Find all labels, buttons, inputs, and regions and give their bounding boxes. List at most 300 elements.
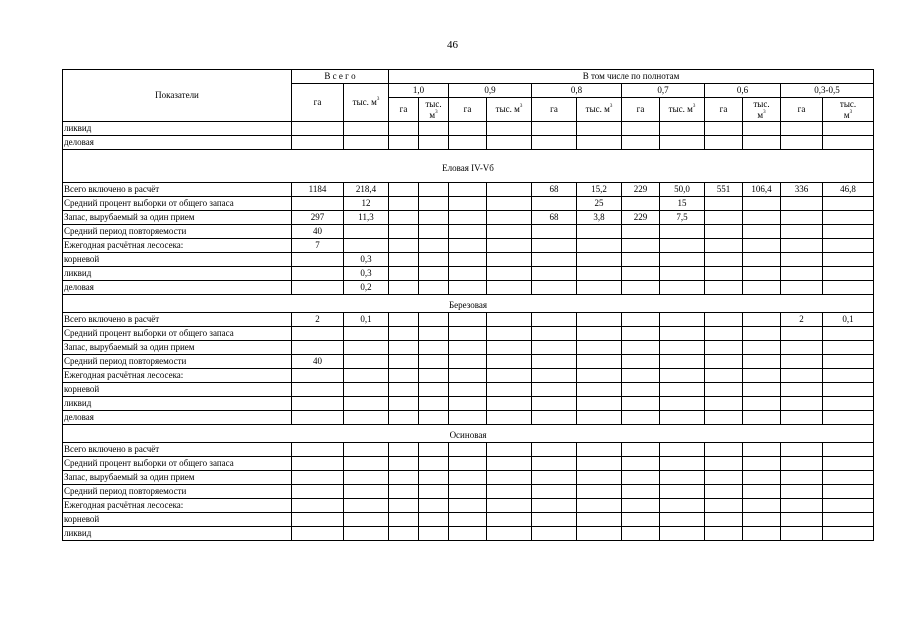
table-cell: [292, 527, 344, 541]
row-label: Средний период повторяемости: [63, 225, 292, 239]
row-label: деловая: [63, 411, 292, 425]
table-cell: [781, 239, 823, 253]
table-cell: [419, 341, 449, 355]
table-cell: [487, 211, 532, 225]
table-cell: [344, 457, 389, 471]
table-cell: [389, 527, 419, 541]
table-cell: [292, 281, 344, 295]
row-label: корневой: [63, 253, 292, 267]
table-cell: [705, 499, 743, 513]
table-cell: [449, 369, 487, 383]
table-cell: [419, 499, 449, 513]
table-cell: [487, 471, 532, 485]
row-label: деловая: [63, 136, 292, 150]
row-label: деловая: [63, 281, 292, 295]
sub-volume: тыс. $м^3$: [823, 98, 874, 122]
table-cell: [622, 239, 660, 253]
table-cell: [660, 527, 705, 541]
table-cell: [577, 239, 622, 253]
table-cell: 551: [705, 183, 743, 197]
table-cell: [292, 383, 344, 397]
table-cell: 25: [577, 197, 622, 211]
table-row: [63, 197, 874, 211]
table-cell: [449, 383, 487, 397]
table-cell: [781, 397, 823, 411]
table-cell: [622, 513, 660, 527]
table-cell: [781, 122, 823, 136]
row-label: Средний период повторяемости: [63, 485, 292, 499]
table-cell: [705, 136, 743, 150]
table-cell: [344, 485, 389, 499]
table-cell: [743, 225, 781, 239]
table-cell: [577, 253, 622, 267]
header-density-3: 0,8: [532, 84, 622, 98]
header-total-ha: га: [292, 84, 344, 122]
table-cell: [344, 225, 389, 239]
table-cell: [660, 267, 705, 281]
table-cell: [577, 499, 622, 513]
table-cell: [419, 253, 449, 267]
table-cell: [449, 327, 487, 341]
table-cell: [419, 369, 449, 383]
table-cell: [389, 383, 419, 397]
table-cell: [577, 136, 622, 150]
table-cell: [705, 197, 743, 211]
section-row: [63, 425, 874, 443]
table-cell: [449, 411, 487, 425]
table-cell: [622, 499, 660, 513]
table-cell: [487, 225, 532, 239]
header-total-volume: тыс. $м^3$: [344, 84, 389, 122]
table-cell: [823, 411, 874, 425]
table-cell: [781, 355, 823, 369]
table-cell: 336: [781, 183, 823, 197]
table-cell: [781, 267, 823, 281]
table-cell: [419, 197, 449, 211]
table-cell: [487, 485, 532, 499]
table-cell: [660, 136, 705, 150]
table-cell: [660, 225, 705, 239]
row-label: ликвид: [63, 527, 292, 541]
table-cell: [389, 281, 419, 295]
table-row: [63, 485, 874, 499]
header-row-1: [63, 70, 874, 84]
table-cell: [419, 211, 449, 225]
table-cell: [743, 281, 781, 295]
table-cell: [823, 369, 874, 383]
table-cell: [743, 499, 781, 513]
table-cell: [344, 411, 389, 425]
row-label: Всего включено в расчёт: [63, 443, 292, 457]
table-cell: [344, 369, 389, 383]
table-row: [63, 281, 874, 295]
header-by-density: В том числе по полнотам: [389, 70, 874, 84]
table-cell: [292, 267, 344, 281]
table-cell: [781, 499, 823, 513]
table-cell: [660, 239, 705, 253]
table-cell: [487, 499, 532, 513]
table-cell: [532, 513, 577, 527]
row-label: ликвид: [63, 122, 292, 136]
table-cell: [419, 327, 449, 341]
table-cell: [743, 313, 781, 327]
table-cell: [781, 513, 823, 527]
header-density-6: 0,3-0,5: [781, 84, 874, 98]
table-cell: [823, 341, 874, 355]
sub-ha: га: [532, 98, 577, 122]
table-cell: [577, 341, 622, 355]
table-cell: [781, 471, 823, 485]
table-cell: [419, 457, 449, 471]
table-cell: [449, 281, 487, 295]
table-cell: [419, 183, 449, 197]
table-cell: [823, 471, 874, 485]
table-cell: [705, 211, 743, 225]
table-cell: [823, 397, 874, 411]
table-cell: [419, 239, 449, 253]
table-cell: [532, 197, 577, 211]
table-cell: [823, 253, 874, 267]
table-cell: [344, 513, 389, 527]
table-cell: [622, 443, 660, 457]
table-cell: [487, 527, 532, 541]
table-cell: [705, 383, 743, 397]
table-cell: [389, 122, 419, 136]
table-cell: [487, 513, 532, 527]
table-cell: 40: [292, 225, 344, 239]
table-cell: [660, 383, 705, 397]
table-cell: [781, 281, 823, 295]
table-cell: [577, 513, 622, 527]
table-cell: [389, 211, 419, 225]
table-cell: [344, 341, 389, 355]
table-cell: [449, 197, 487, 211]
table-row: [63, 513, 874, 527]
table-cell: [389, 327, 419, 341]
table-cell: 106,4: [743, 183, 781, 197]
table-cell: [449, 397, 487, 411]
table-cell: [449, 122, 487, 136]
table-cell: [743, 136, 781, 150]
table-cell: [577, 267, 622, 281]
table-cell: [419, 281, 449, 295]
table-cell: [532, 313, 577, 327]
table-cell: [743, 369, 781, 383]
sub-volume: тыс. $м^3$: [419, 98, 449, 122]
table-cell: [532, 122, 577, 136]
table-cell: [743, 383, 781, 397]
row-label: Всего включено в расчёт: [63, 313, 292, 327]
table-cell: [781, 443, 823, 457]
sub-ha: га: [449, 98, 487, 122]
table-cell: [705, 122, 743, 136]
table-cell: [743, 397, 781, 411]
table-cell: [622, 471, 660, 485]
table-cell: [660, 341, 705, 355]
table-cell: [449, 267, 487, 281]
row-label: Средний процент выборки от общего запаса: [63, 197, 292, 211]
table-cell: [487, 313, 532, 327]
table-row: [63, 471, 874, 485]
table-cell: [532, 485, 577, 499]
table-cell: [823, 211, 874, 225]
table-cell: 3,8: [577, 211, 622, 225]
table-cell: [449, 211, 487, 225]
table-cell: [389, 513, 419, 527]
table-cell: [577, 327, 622, 341]
table-cell: [532, 253, 577, 267]
table-cell: [449, 183, 487, 197]
section-row: [63, 150, 874, 183]
table-cell: [622, 136, 660, 150]
table-cell: [449, 443, 487, 457]
table-cell: [622, 341, 660, 355]
table-cell: 1184: [292, 183, 344, 197]
table-cell: [577, 485, 622, 499]
table-cell: [781, 411, 823, 425]
row-label: ликвид: [63, 397, 292, 411]
table-cell: [660, 281, 705, 295]
sub-ha: га: [389, 98, 419, 122]
table-cell: [292, 443, 344, 457]
table-cell: [705, 327, 743, 341]
row-label: корневой: [63, 383, 292, 397]
table-cell: [660, 313, 705, 327]
table-cell: [419, 411, 449, 425]
table-cell: [292, 253, 344, 267]
table-cell: [823, 197, 874, 211]
table-cell: [823, 383, 874, 397]
table-cell: [389, 355, 419, 369]
table-row: [63, 355, 874, 369]
table-cell: [449, 239, 487, 253]
table-cell: [292, 197, 344, 211]
table-cell: [660, 327, 705, 341]
table-cell: [389, 397, 419, 411]
row-label: Средний процент выборки от общего запаса: [63, 327, 292, 341]
table-row: [63, 239, 874, 253]
table-row: [63, 341, 874, 355]
table-cell: [487, 281, 532, 295]
table-cell: 68: [532, 183, 577, 197]
table-cell: [389, 197, 419, 211]
table-cell: [532, 267, 577, 281]
header-density-5: 0,6: [705, 84, 781, 98]
table-cell: [823, 499, 874, 513]
table-cell: [705, 313, 743, 327]
table-cell: [419, 485, 449, 499]
table-cell: [419, 383, 449, 397]
row-label: Запас, вырубаемый за один прием: [63, 211, 292, 225]
table-cell: [705, 457, 743, 471]
table-cell: [823, 122, 874, 136]
table-cell: [419, 122, 449, 136]
page-number: 46: [447, 39, 458, 51]
table-row: [63, 122, 874, 136]
table-cell: [532, 355, 577, 369]
table-cell: [705, 513, 743, 527]
table-cell: [487, 183, 532, 197]
table-cell: [622, 369, 660, 383]
table-cell: [389, 369, 419, 383]
table-cell: [419, 267, 449, 281]
table-cell: [532, 411, 577, 425]
sub-ha: га: [781, 98, 823, 122]
table-cell: [622, 253, 660, 267]
table-cell: [705, 341, 743, 355]
table-cell: [823, 513, 874, 527]
table-cell: [781, 211, 823, 225]
table-cell: [487, 411, 532, 425]
table-cell: [389, 443, 419, 457]
table-cell: [487, 443, 532, 457]
table-cell: [705, 355, 743, 369]
table-cell: [622, 267, 660, 281]
table-cell: [389, 225, 419, 239]
table-cell: [532, 443, 577, 457]
table-cell: [389, 267, 419, 281]
header-density-4: 0,7: [622, 84, 705, 98]
table-row: [63, 369, 874, 383]
table-row: [63, 313, 874, 327]
table-cell: [292, 411, 344, 425]
table-cell: [823, 355, 874, 369]
table-cell: [622, 313, 660, 327]
table-row: [63, 383, 874, 397]
row-label: Ежегодная расчётная лесосека:: [63, 239, 292, 253]
table-cell: [743, 341, 781, 355]
table-cell: [660, 355, 705, 369]
table-cell: [419, 397, 449, 411]
table-cell: [660, 369, 705, 383]
table-cell: [705, 281, 743, 295]
table-cell: [449, 471, 487, 485]
table-cell: [389, 457, 419, 471]
table-cell: [743, 443, 781, 457]
table-cell: [292, 341, 344, 355]
table-cell: [622, 355, 660, 369]
table-cell: [449, 513, 487, 527]
table-cell: [823, 136, 874, 150]
row-label: Ежегодная расчётная лесосека:: [63, 369, 292, 383]
table-cell: [389, 253, 419, 267]
table-cell: [823, 527, 874, 541]
table-cell: 218,4: [344, 183, 389, 197]
table-cell: [449, 499, 487, 513]
table-cell: [344, 136, 389, 150]
table-cell: [419, 313, 449, 327]
table-row: [63, 499, 874, 513]
forest-calculation-table: [62, 69, 874, 541]
table-cell: [823, 327, 874, 341]
table-cell: 50,0: [660, 183, 705, 197]
table-cell: 0,1: [823, 313, 874, 327]
table-cell: [660, 122, 705, 136]
table-cell: [344, 355, 389, 369]
table-cell: [823, 485, 874, 499]
table-cell: [389, 183, 419, 197]
table-cell: [781, 327, 823, 341]
table-cell: [389, 471, 419, 485]
table-cell: [532, 499, 577, 513]
table-cell: [622, 197, 660, 211]
table-cell: [292, 513, 344, 527]
table-row: [63, 411, 874, 425]
table-cell: [660, 443, 705, 457]
table-cell: [449, 355, 487, 369]
table-cell: [705, 239, 743, 253]
table-cell: [344, 122, 389, 136]
table-cell: [449, 225, 487, 239]
table-cell: [577, 355, 622, 369]
table-cell: [660, 253, 705, 267]
table-cell: [389, 411, 419, 425]
table-cell: [292, 397, 344, 411]
table-cell: [743, 211, 781, 225]
sub-volume: тыс. $м^3$: [660, 98, 705, 122]
row-label: Средний процент выборки от общего запаса: [63, 457, 292, 471]
table-cell: [449, 527, 487, 541]
table-cell: 7: [292, 239, 344, 253]
table-cell: [487, 267, 532, 281]
table-cell: [622, 411, 660, 425]
table-cell: 15,2: [577, 183, 622, 197]
table-cell: [660, 457, 705, 471]
header-density-2: 0,9: [449, 84, 532, 98]
table-cell: [577, 443, 622, 457]
table-cell: [705, 369, 743, 383]
row-label: Запас, вырубаемый за один прием: [63, 341, 292, 355]
table-cell: [419, 355, 449, 369]
table-cell: [781, 341, 823, 355]
table-cell: [419, 471, 449, 485]
sub-volume: тыс. $м^3$: [577, 98, 622, 122]
table-cell: [532, 369, 577, 383]
table-cell: [781, 197, 823, 211]
row-label: корневой: [63, 513, 292, 527]
table-cell: [292, 369, 344, 383]
table-cell: [419, 225, 449, 239]
table-cell: [577, 411, 622, 425]
table-cell: [781, 225, 823, 239]
header-indicators: Показатели: [63, 70, 292, 122]
table-cell: [449, 457, 487, 471]
table-cell: [419, 513, 449, 527]
table-cell: [743, 471, 781, 485]
table-cell: [577, 369, 622, 383]
header-total: В с е г о: [292, 70, 389, 84]
table-cell: [705, 397, 743, 411]
table-cell: [660, 513, 705, 527]
table-cell: [487, 136, 532, 150]
table-row: [63, 211, 874, 225]
table-cell: [743, 239, 781, 253]
sub-ha: га: [705, 98, 743, 122]
table-cell: [344, 327, 389, 341]
table-cell: [705, 411, 743, 425]
table-cell: [419, 527, 449, 541]
table-cell: [487, 397, 532, 411]
table-cell: [705, 471, 743, 485]
table-cell: [419, 443, 449, 457]
table-cell: [705, 225, 743, 239]
table-cell: [577, 313, 622, 327]
row-label: Запас, вырубаемый за один прием: [63, 471, 292, 485]
row-label: Всего включено в расчёт: [63, 183, 292, 197]
table-cell: [292, 471, 344, 485]
table-cell: [487, 253, 532, 267]
table-cell: [577, 471, 622, 485]
